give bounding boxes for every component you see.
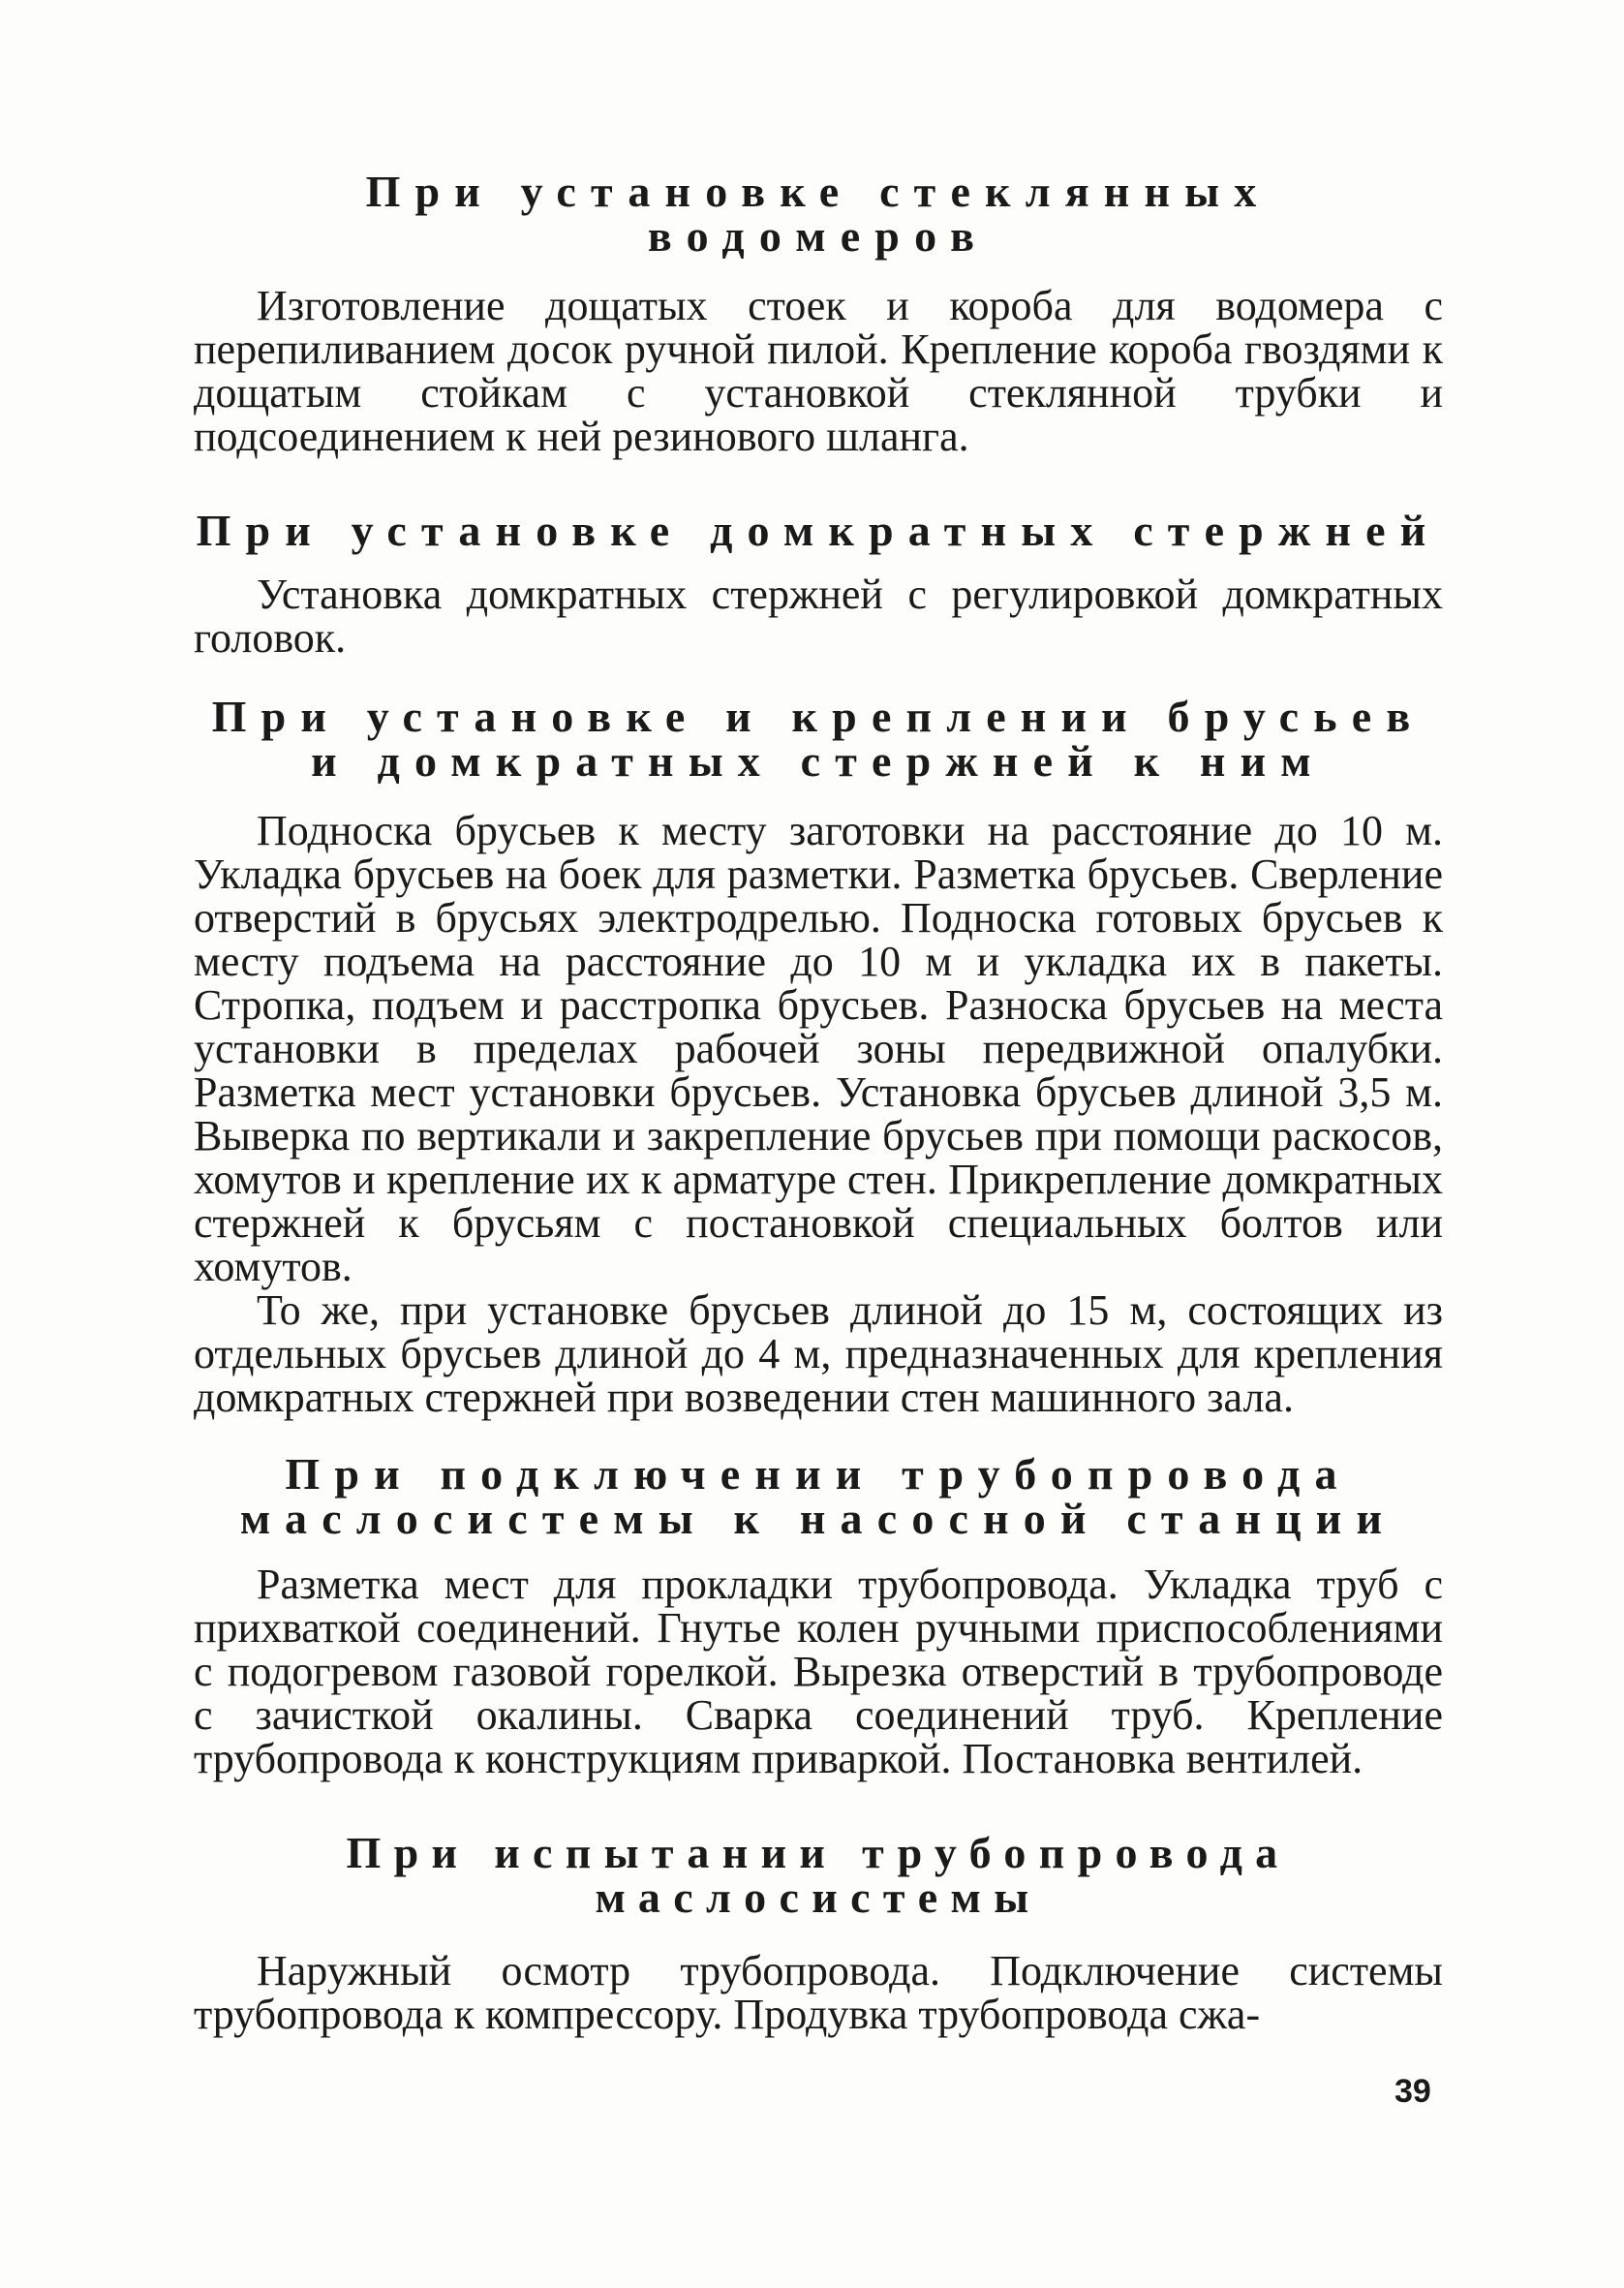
- paragraph-water-gauges: Изготовление дощатых стоек и короба для водомера с перепиливанием досок ручной пилой. Крепление короба гвоздями к дощатым стойкам с установкой стеклянной трубки и подсоединением к ней резинового шланга.: [194, 282, 1443, 460]
- paragraph-oil-pipeline-connection: Разметка мест для прокладки трубопровода. Укладка труб с прихваткой соединений. Гнутье колен ручными приспособлениями с подогревом газовой горелкой. Вырезка отверстий в трубопроводе с зачисткой окалины. Сварка соединений труб. Крепление трубопровода к конструкциям приваркой. Постановка вентилей.: [194, 1561, 1443, 1782]
- paragraph-pipeline-testing: Наружный осмотр трубопровода. Подключение системы трубопровода к компрессору. Продувка трубопровода сжа-: [194, 1947, 1443, 2038]
- section-heading-beams-line2: и домкратных стержней к ним: [311, 736, 1326, 786]
- section-heading-jack-rods: При установке домкратных стержней: [196, 506, 1441, 555]
- section-heading-oil-pipeline-line1: При подключении трубопровода: [285, 1449, 1352, 1499]
- section-heading-oil-pipeline-line2: маслосистемы к насосной станции: [239, 1494, 1397, 1543]
- page-body: [194, 167, 1443, 2038]
- section-heading-beams: [194, 692, 1443, 786]
- section-heading-pipeline-testing: При испытании трубопровода маслосистемы: [346, 1828, 1291, 1922]
- paragraph-beams-main: Подноска брусьев к месту заготовки на расстояние до 10 м. Укладка брусьев на боек для разметки. Разметка брусьев. Сверление отверстий в брусьях электродрелью. Подноска готовых брусьев к месту подъема на расстояние до 10 м и укладка их в пакеты. Стропка, подъем и расстропка брусьев. Разноска брусьев на места установки в пределах рабочей зоны передвижной опалубки. Разметка мест установки брусьев. Установка брусьев длиной 3,5 м. Выверка по вертикали и закрепление брусьев при помощи раскосов, хомутов и крепление их к арматуре стен. Прикрепление домкратных стержней к брусьям с постановкой специальных болтов или хомутов.: [194, 807, 1443, 1290]
- section-heading-oil-pipeline-connection: [194, 1449, 1443, 1543]
- section-heading-water-gauges: При установке стеклянных водомеров: [365, 167, 1272, 261]
- section-heading-beams-line1: При установке и креплении брусьев: [211, 692, 1425, 741]
- paragraph-jack-rods: Установка домкратных стержней с регулировкой домкратных головок.: [194, 571, 1443, 662]
- page-number: 39: [1394, 2073, 1431, 2110]
- paragraph-beams-same: То же, при установке брусьев длиной до 15 м, состоящих из отдельных брусьев длиной до 4 м, предназначенных для крепления домкратных стержней при возведении стен машинного зала.: [194, 1286, 1443, 1421]
